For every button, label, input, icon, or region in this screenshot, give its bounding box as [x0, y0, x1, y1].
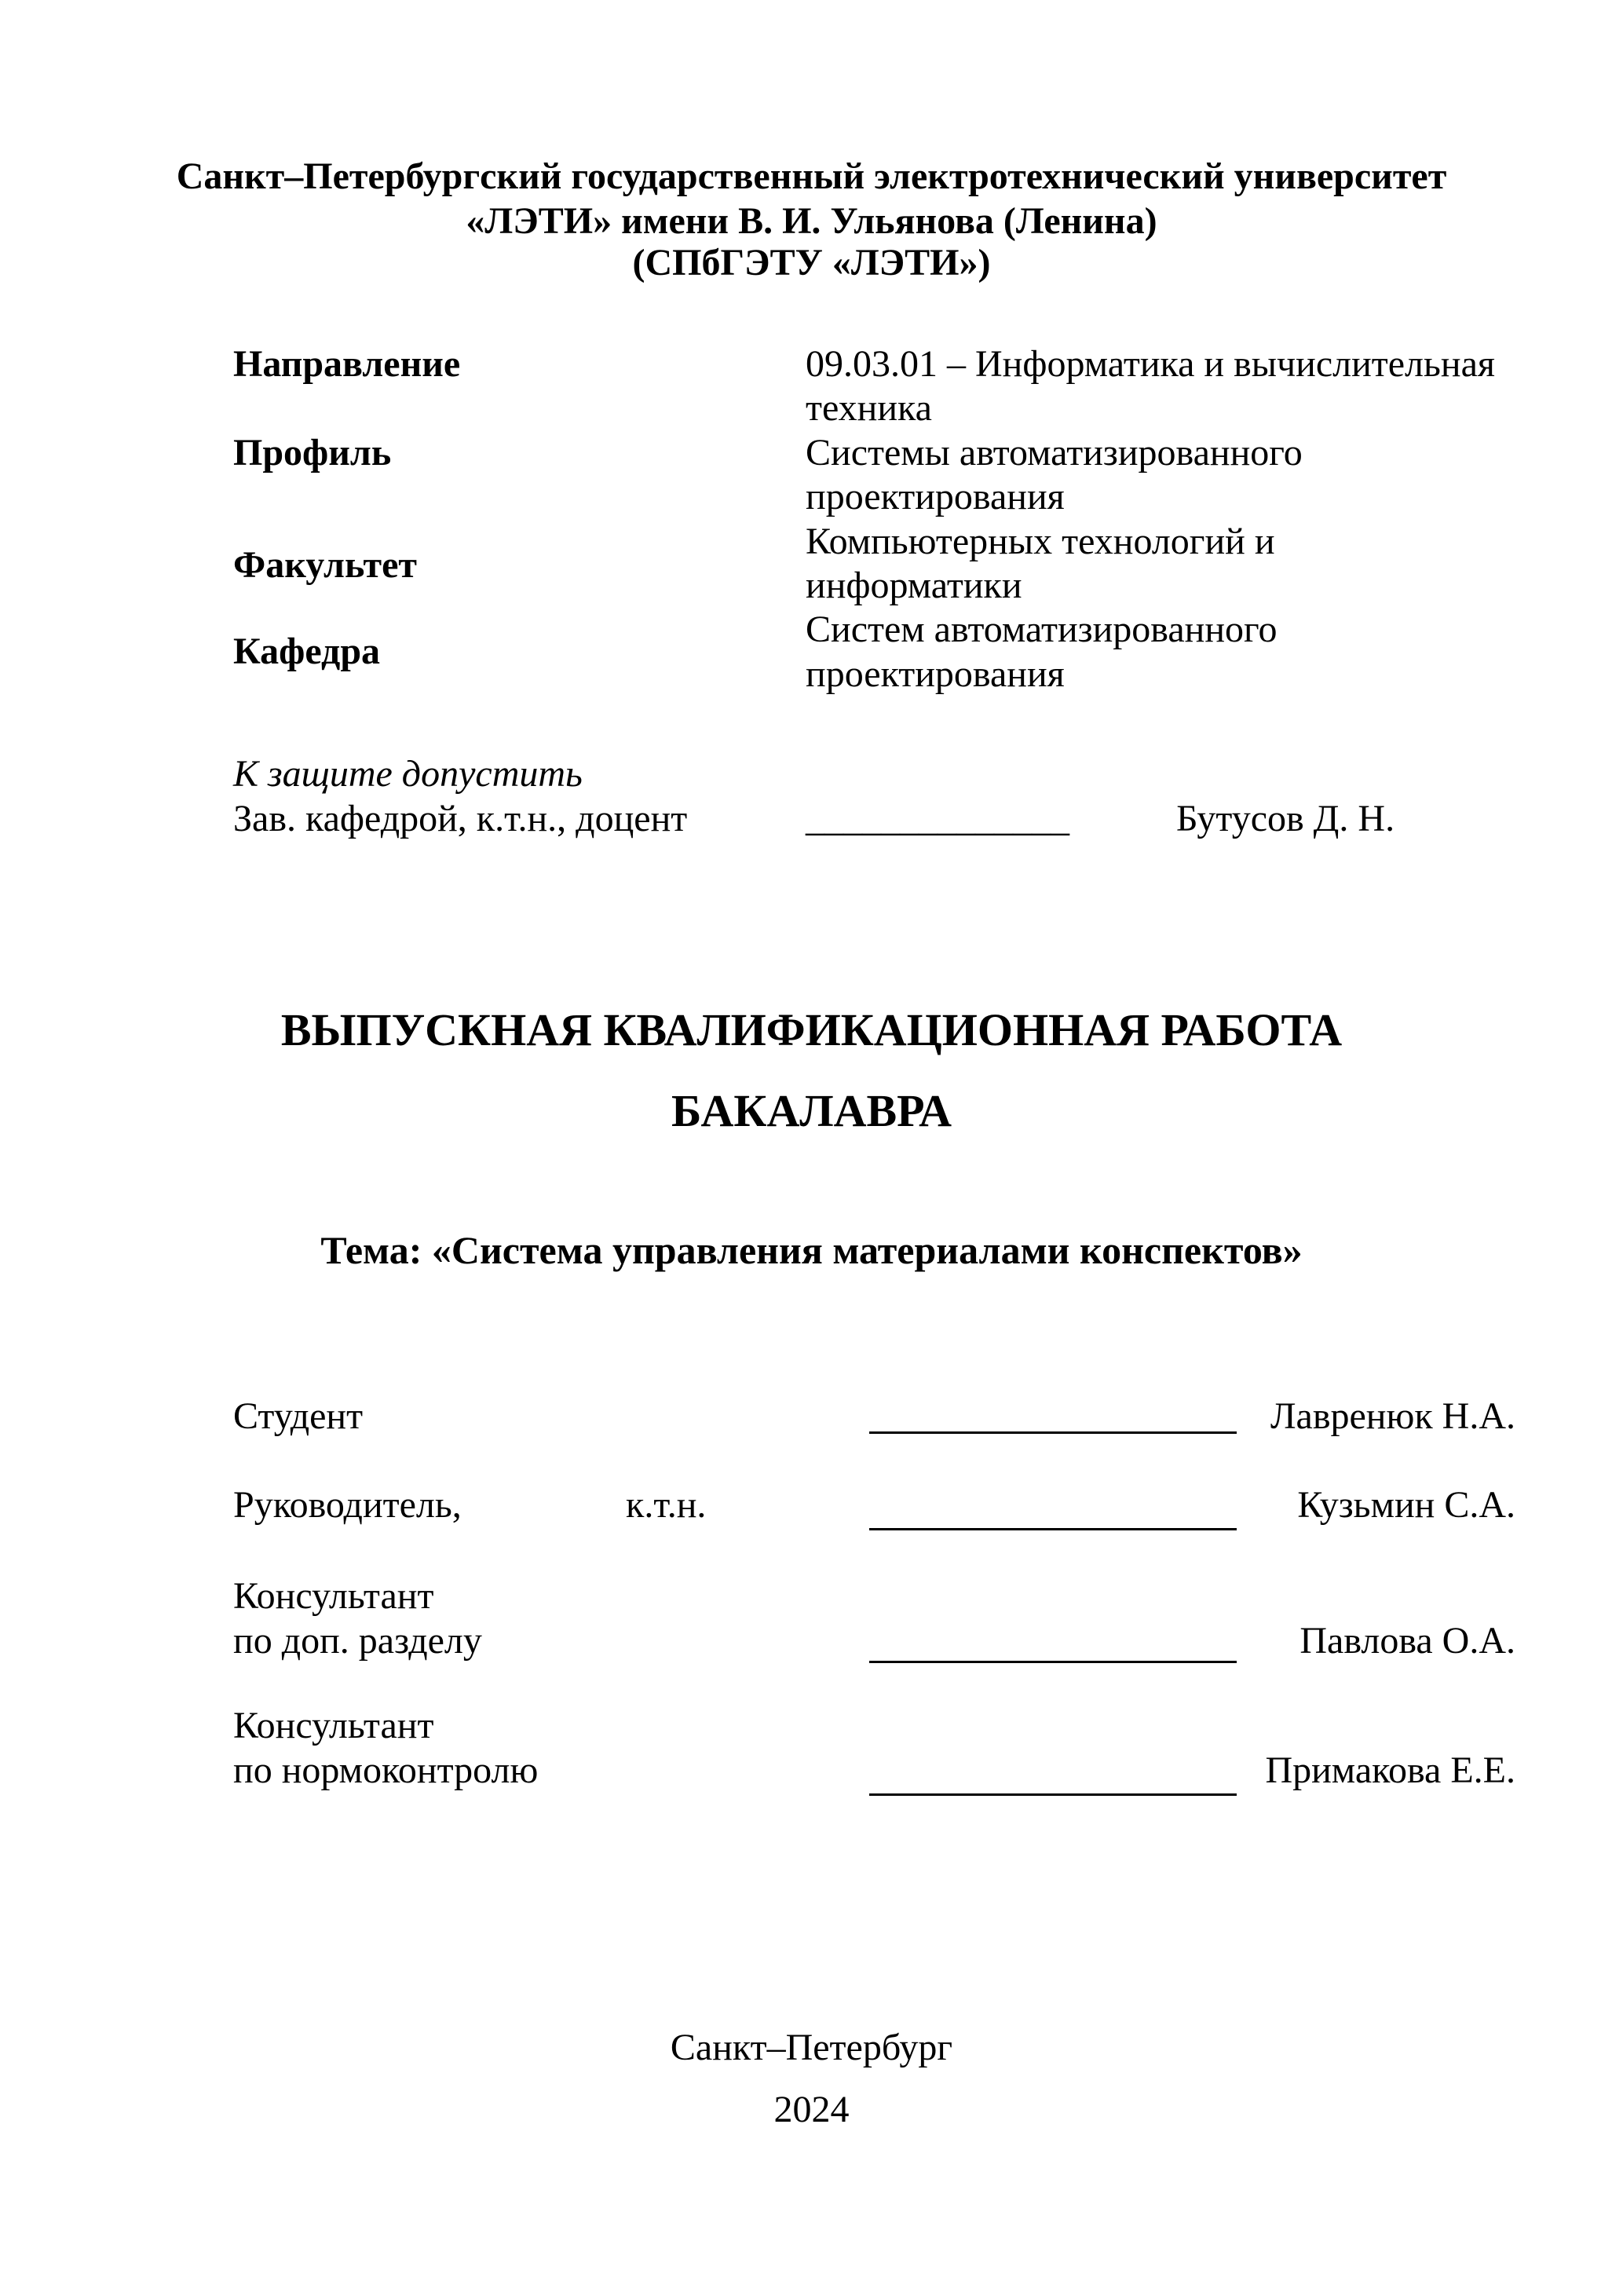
signature-name: Лавренюк Н.А.	[1270, 1395, 1515, 1437]
signature-role: Консультант	[233, 1575, 434, 1617]
approval-position: Зав. кафедрой, к.т.н., доцент	[233, 798, 688, 839]
signature-role-2: по доп. разделу	[233, 1620, 482, 1662]
info-value-faculty: Компьютерных технологий и	[806, 521, 1275, 562]
info-value-direction-2: техника	[806, 387, 932, 429]
signature-role: Студент	[233, 1395, 364, 1437]
info-value-department: Систем автоматизированного	[806, 609, 1278, 650]
signature-name: Примакова Е.Е.	[1265, 1749, 1515, 1791]
info-value-profile: Системы автоматизированного	[806, 432, 1303, 473]
footer-city: Санкт–Петербург	[670, 2027, 953, 2068]
university-name: Санкт–Петербургский государственный электротехнический университет	[176, 155, 1447, 197]
signature-line	[869, 1661, 1237, 1663]
signature-role-2: по нормоконтролю	[233, 1749, 539, 1791]
signature-line	[869, 1793, 1237, 1796]
approval-title: К защите допустить	[233, 753, 583, 795]
info-value-faculty-2: информатики	[806, 565, 1022, 606]
topic: Тема: «Система управления материалами конспектов»	[320, 1228, 1303, 1272]
footer-year: 2024	[773, 2089, 850, 2130]
approval-name: Бутусов Д. Н.	[1176, 798, 1395, 839]
signature-degree: к.т.н.	[626, 1484, 707, 1526]
info-label-direction: Направление	[233, 343, 461, 385]
signature-role: Консультант	[233, 1705, 434, 1746]
info-label-department: Кафедра	[233, 631, 381, 672]
info-label-faculty: Факультет	[233, 544, 417, 586]
signature-role: Руководитель,	[233, 1484, 462, 1526]
approval-signature-line: ______________	[806, 798, 1069, 839]
info-value-department-2: проектирования	[806, 653, 1065, 695]
university-name-line2: «ЛЭТИ» имени В. И. Ульянова (Ленина)	[466, 200, 1157, 242]
title-line1: ВЫПУСКНАЯ КВАЛИФИКАЦИОННАЯ РАБОТА	[280, 1004, 1343, 1055]
signature-line	[869, 1528, 1237, 1530]
info-value-profile-2: проектирования	[806, 476, 1065, 517]
title-line2: БАКАЛАВРА	[671, 1085, 952, 1136]
info-label-profile: Профиль	[233, 432, 392, 473]
signature-name: Кузьмин С.А.	[1297, 1484, 1515, 1526]
signature-name: Павлова О.А.	[1299, 1620, 1515, 1662]
signature-line	[869, 1431, 1237, 1434]
info-value-direction: 09.03.01 – Информатика и вычислительная	[806, 343, 1495, 385]
university-abbr: (СПбГЭТУ «ЛЭТИ»)	[632, 242, 991, 283]
